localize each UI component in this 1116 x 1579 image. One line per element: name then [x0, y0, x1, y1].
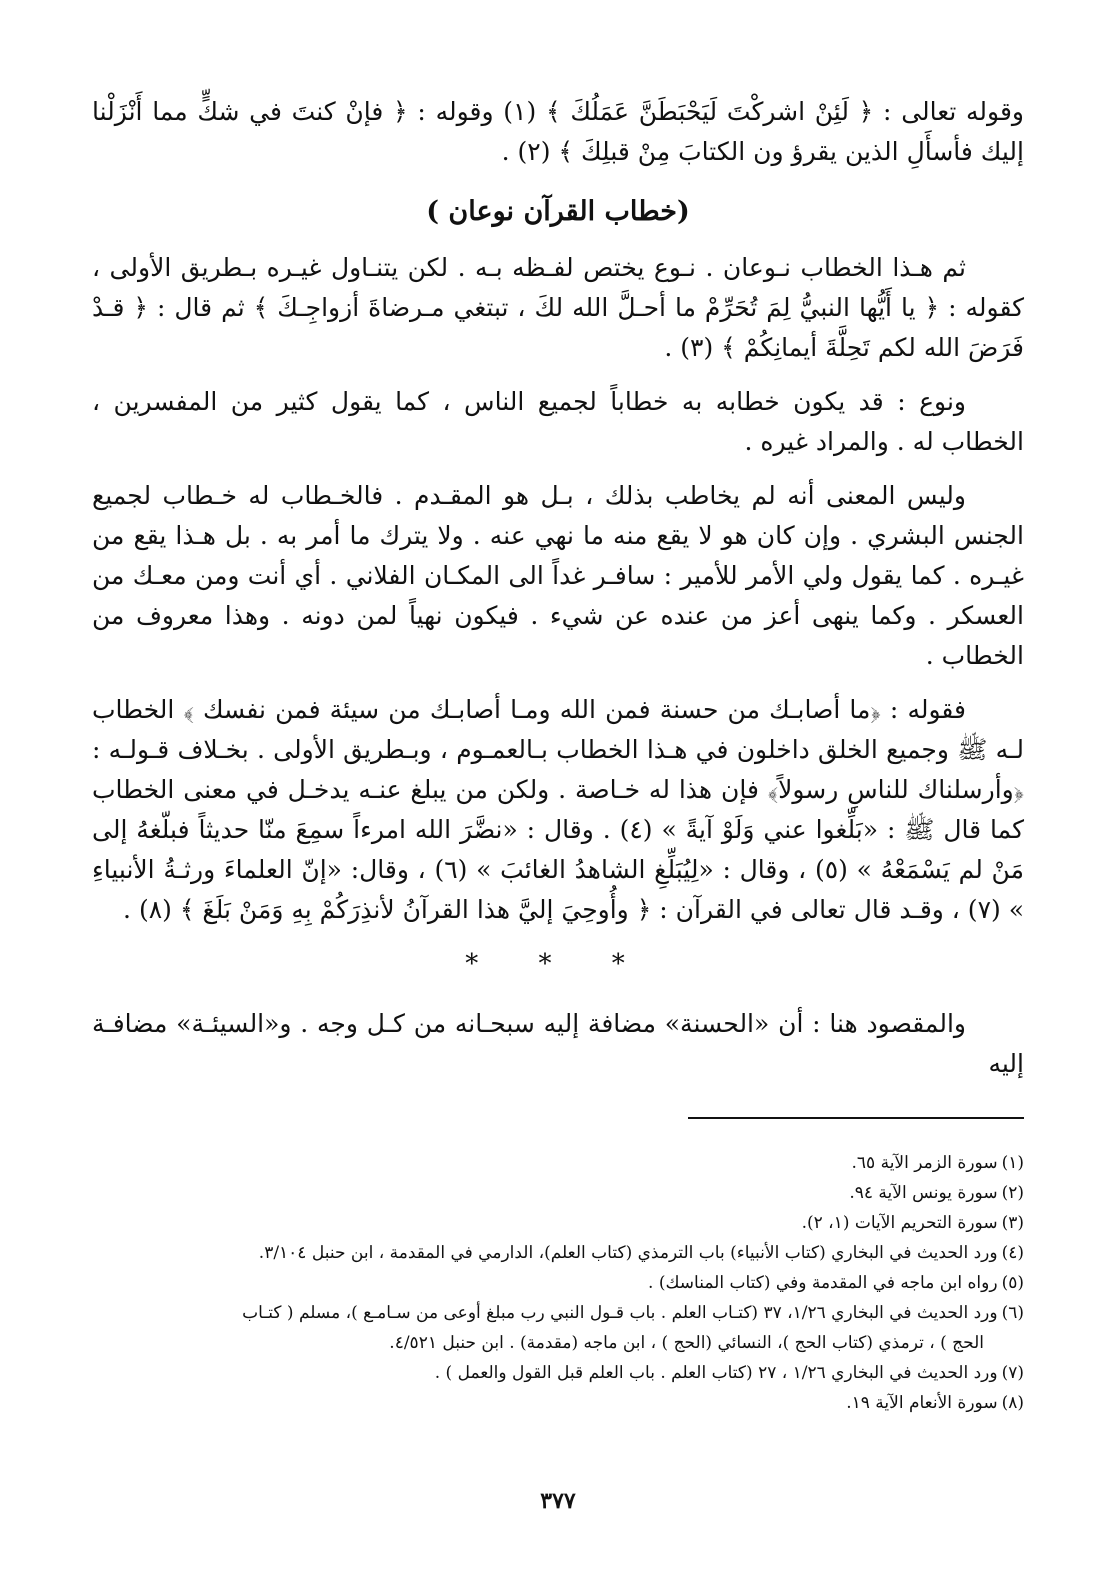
footnote-text: سورة يونس الآية ٩٤.	[849, 1183, 998, 1203]
footnote-text: سورة الزمر الآية ٦٥.	[851, 1153, 998, 1173]
page-number: ٣٧٧	[540, 1488, 576, 1514]
paragraph-3: ونوع : قد يكون خطابه به خطاباً لجميع الناس ، كما يقول كثير من المفسرين ، الخطاب له . والمراد غيره .	[92, 387, 1024, 456]
footnote-text: ورد الحديث في البخاري ١/٢٦ ، ٢٧ (كتاب العلم . باب العلم قبل القول والعمل ) .	[434, 1363, 998, 1383]
footnote-number: (٨)	[1001, 1393, 1024, 1413]
footnote-number: (٦)	[1001, 1303, 1024, 1323]
footnote-text: ورد الحديث في البخاري ١/٢٦، ٣٧ (كتـاب العلم . باب قـول النبي رب مبلغ أوعى من سـامـع )، مسلم ( كتـاب	[242, 1303, 998, 1323]
footnote-8	[92, 1388, 1024, 1418]
footnote-number: (٤)	[1001, 1243, 1024, 1263]
footnote-number: (٧)	[1001, 1363, 1024, 1383]
footnote-text: سورة التحريم الآيات (١، ٢).	[801, 1213, 998, 1233]
footnote-2	[92, 1178, 1024, 1208]
footnotes	[92, 1148, 1024, 1418]
section-heading: (خطاب القرآن نوعان )	[426, 196, 690, 227]
footnote-text: سورة الأنعام الآية ١٩.	[846, 1393, 998, 1413]
footnote-divider	[688, 1117, 1024, 1119]
footnote-6	[92, 1298, 1024, 1328]
section-separator: * * *	[465, 949, 651, 979]
footnote-4	[92, 1238, 1024, 1268]
footnote-number: (٢)	[1001, 1183, 1024, 1203]
footnote-1	[92, 1148, 1024, 1178]
paragraph-2: ثم هـذا الخطاب نـوعان . نـوع يختص لفـظه بـه . لكن يتنـاول غيـره بـطريق الأولى ، كقوله : ﴿ يا أَيُّها النبيُّ لِمَ تُحَرِّمْ ما أحـلَّ الله لكَ ، تبتغي مـرضاةَ أزواجِـكَ ﴾ ثم قال : ﴿ قـدْ فَرَضَ الله لكم تَحِلَّةَ أيمانِكُمْ ﴾ (٣) .	[92, 253, 1024, 362]
paragraph-5: فقوله : ﴿ما أصابـك من حسنة فمن الله ومـا أصابـك من سيئة فمن نفسك ﴾ الخطاب لـه ﷺ وجميع الخلق داخلون في هـذا الخطاب بـالعمـوم ، وبـطريق الأولى . بخـلاف قـولـه : ﴿وأرسلناك للناسِ رسولاً﴾ فإن هذا له خـاصة . ولكن من يبلغ عنـه يدخـل في معنى الخطاب كما قال ﷺ : «بَلِّغوا عني وَلَوْ آيةً » (٤) . وقال : «نضَّرَ الله امرءاً سمِعَ منّا حديثاً فبلّغهُ إلى مَنْ لم يَسْمَعْهُ » (٥) ، وقال : «لِيُبَلِّغِ الشاهدُ الغائبَ » (٦) ، وقال: «إنّ العلماءَ ورثـةُ الأنبياءِ » (٧) ، وقـد قال تعالى في القرآن : ﴿ وأُوحِيَ إليَّ هذا القرآنُ لأنذِرَكُمْ بِهِ وَمَنْ بَلَغَ ﴾ (٨) .	[92, 695, 1025, 924]
footnote-5	[92, 1268, 1024, 1298]
footnote-number: (١)	[1001, 1153, 1024, 1173]
footnote-number: (٥)	[1001, 1273, 1024, 1293]
paragraph-6: والمقصود هنا : أن «الحسنة» مضافة إليه سبحـانه من كـل وجه . و«السيئـة» مضافـة إليه	[92, 1009, 1024, 1078]
paragraph-1: وقوله تعالى : ﴿ لَئِنْ اشركْتَ لَيَحْبَطَنَّ عَمَلُكَ ﴾ (١) وقوله : ﴿ فإنْ كنتَ في شكٍّ مما أَنْزَلْنا إليك فأسأَلِ الذين يقرؤ ون الكتابَ مِنْ قبلِكَ ﴾ (٢) .	[92, 97, 1024, 166]
footnote-text: رواه ابن ماجه في المقدمة وفي (كتاب المناسك) .	[648, 1273, 998, 1293]
footnote-6-continuation: الحج ) ، ترمذي (كتاب الحج )، النسائي (الحج ) ، ابن ماجه (مقدمة) . ابن حنبل ٤/٥٢١.	[389, 1333, 984, 1353]
footnote-text: ورد الحديث في البخاري (كتاب الأنبياء) باب الترمذي (كتاب العلم)، الدارمي في المقدمة ، ابن حنبل ٣/١٠٤.	[258, 1243, 998, 1263]
paragraph-4: وليس المعنى أنه لم يخاطب بذلك ، بـل هو المقـدم . فالخـطاب له خـطاب لجميع الجنس البشري . وإن كان هو لا يقع منه ما نهي عنه . ولا يترك ما أمر به . بل هـذا يقع من غيـره . كما يقول ولي الأمر للأمير : سافـر غداً الى المكـان الفلاني . أي أنت ومن معـك من العسكر . وكما ينهى أعز من عنده عن شيء . فيكون نهياً لمن دونه . وهذا معروف من الخطاب .	[92, 481, 1024, 670]
footnote-3	[92, 1208, 1024, 1238]
footnote-number: (٣)	[1001, 1213, 1024, 1233]
footnote-7	[92, 1358, 1024, 1388]
